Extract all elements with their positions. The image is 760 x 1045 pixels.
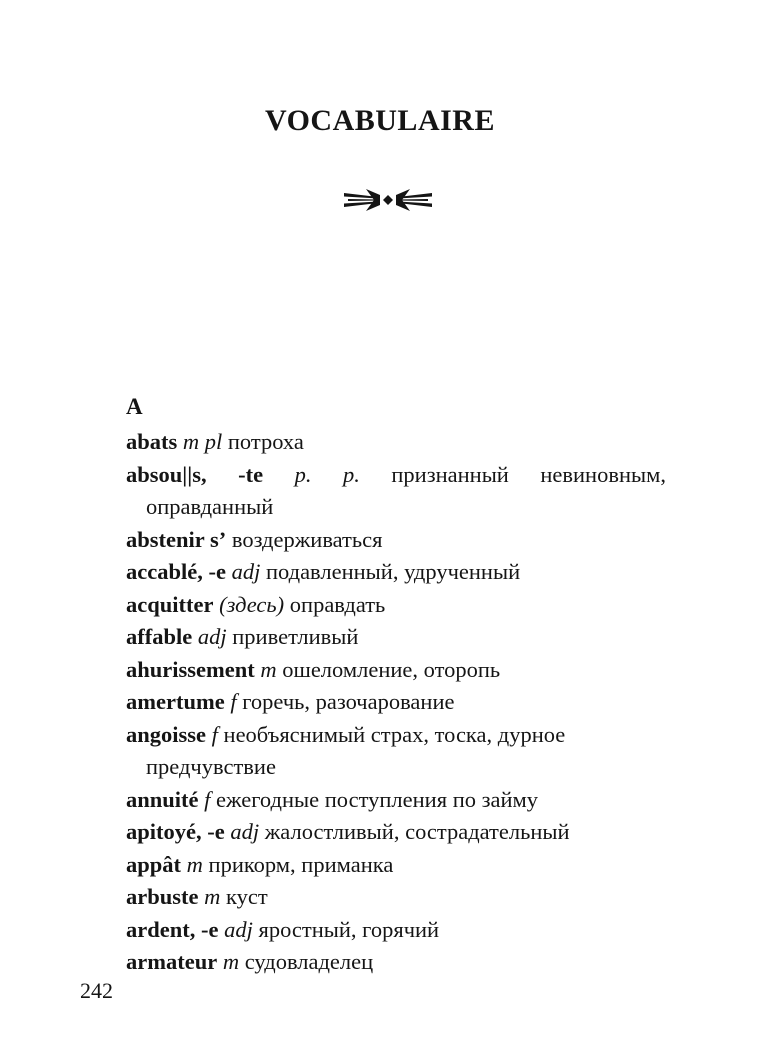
entry-headword: absou||s, -te xyxy=(126,461,264,487)
page-title: VOCABULAIRE xyxy=(265,104,495,137)
vocabulary-entry xyxy=(126,654,666,687)
vocabulary-entry xyxy=(126,426,666,459)
vocabulary-entry xyxy=(126,849,666,882)
entry-grammar: f xyxy=(204,786,211,812)
entry-headword: abstenir s’ xyxy=(126,526,227,552)
vocabulary-entry xyxy=(126,946,666,979)
entry-headword: ahurissement xyxy=(126,656,255,682)
entry-translation: потроха xyxy=(227,429,304,454)
entry-grammar: adj xyxy=(231,559,261,584)
entry-grammar: f xyxy=(230,689,237,714)
entry-translation: подавленный, удрученный xyxy=(265,559,521,584)
entry-headword: abats xyxy=(126,429,178,454)
vocabulary-entry xyxy=(126,621,666,654)
vocabulary-entry xyxy=(126,784,666,817)
vocabulary-entry xyxy=(126,914,666,947)
entry-translation: необъяснимый страх, тоска, дурное предчувствие xyxy=(146,721,566,779)
vocabulary-entry xyxy=(126,556,666,589)
entry-grammar: m pl xyxy=(182,429,223,454)
entry-translation: оправдать xyxy=(289,591,386,617)
entry-translation: ежегодные поступления по займу xyxy=(216,786,539,812)
vocabulary-entry xyxy=(126,686,666,719)
page-number: 242 xyxy=(80,978,113,1003)
entry-headword: amertume xyxy=(126,689,225,714)
entry-translation: ошеломление, оторопь xyxy=(282,656,501,682)
vocabulary-entry xyxy=(126,524,666,557)
vocabulary-entry xyxy=(126,589,666,622)
entry-grammar: adj xyxy=(230,819,260,844)
entry-headword: affable xyxy=(126,624,193,649)
entry-grammar: (здесь) xyxy=(219,591,285,617)
entry-grammar: f xyxy=(211,721,218,747)
vocabulary-entry xyxy=(126,459,666,524)
entry-translation: куст xyxy=(226,884,268,909)
decorative-fleuron-icon xyxy=(342,185,434,215)
entry-headword: arbuste xyxy=(126,884,199,909)
vocabulary-entry xyxy=(126,719,666,784)
entry-grammar: m xyxy=(204,884,221,909)
entry-translation: судовладелец xyxy=(244,949,374,974)
entry-grammar: p. p. xyxy=(294,461,360,487)
entry-translation: прикорм, приманка xyxy=(208,851,394,877)
entry-translation: горечь, разочарование xyxy=(242,689,455,714)
vocabulary-entry xyxy=(126,816,666,849)
entry-grammar: adj xyxy=(224,916,253,942)
entry-grammar: adj xyxy=(197,624,227,649)
entry-translation: воздерживаться xyxy=(231,526,383,552)
entry-translation: признанный невиновным, оправданный xyxy=(146,461,666,519)
entry-translation: жалостливый, сострадательный xyxy=(264,819,570,844)
vocabulary-list xyxy=(126,426,666,979)
entry-headword: ardent, -e xyxy=(126,916,219,942)
entry-translation: приветливый xyxy=(232,624,359,649)
entry-grammar: m xyxy=(260,656,277,682)
entry-grammar: m xyxy=(222,949,240,974)
entry-grammar: m xyxy=(186,851,203,877)
entry-headword: acquitter xyxy=(126,591,214,617)
entry-headword: angoisse xyxy=(126,721,207,747)
entry-headword: apitoyé, -e xyxy=(126,819,225,844)
entry-headword: appât xyxy=(126,851,182,877)
entry-translation: яростный, горячий xyxy=(258,916,440,942)
entry-headword: armateur xyxy=(126,949,218,974)
entry-headword: accablé, -e xyxy=(126,559,226,584)
entry-headword: annuité xyxy=(126,786,199,812)
vocabulary-entry xyxy=(126,881,666,914)
section-letter: A xyxy=(126,394,143,419)
